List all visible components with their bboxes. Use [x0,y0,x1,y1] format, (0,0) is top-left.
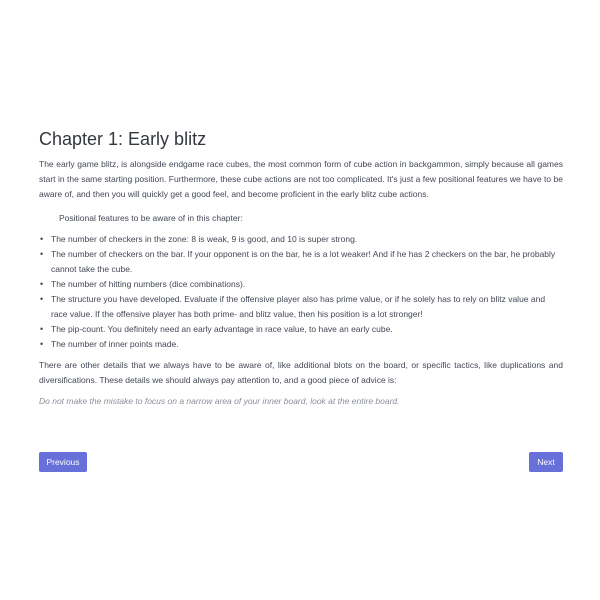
previous-button[interactable]: Previous [39,452,87,472]
list-item: • The number of hitting numbers (dice combinations). [51,277,563,292]
chapter-content [39,128,563,409]
details-paragraph: There are other details that we always have to be aware of, like additional blots on the board, or specific tactics, like duplications and diversifications. These details we should always pay attention to, and a good piece of advice is: [39,360,563,385]
list-item: • The number of checkers on the bar. If your opponent is on the bar, he is a lot weaker! And if he has 2 checkers on the bar, he probably cannot take the cube. [51,247,563,277]
list-item: • The number of inner points made. [51,337,563,352]
list-item: • The number of checkers in the zone: 8 is weak, 9 is good, and 10 is super strong. [51,232,563,247]
features-list [39,232,563,352]
list-item: • The structure you have developed. Evaluate if the offensive player also has prime value, or if he solely has to rely on blitz value and race value. If the offensive player has both prime- and blitz value, then his position is a lot stronger! [51,292,563,322]
list-item: • The pip-count. You definitely need an early advantage in race value, to have an early cube. [51,322,563,337]
page-title: Chapter 1: Early blitz [39,129,207,149]
advice-text: Do not make the mistake to focus on a narrow area of your inner board, look at the entire board. [39,396,400,406]
next-button[interactable]: Next [529,452,563,472]
intro-paragraph: The early game blitz, is alongside endgame race cubes, the most common form of cube action in backgammon, simply because all games start in the same starting position. Furthermore, these cube actions are not too complicated. It's just a few positional features we have to be aware of, and then you will quickly get a good feel, and become proficient in the early blitz cube actions. [39,159,563,199]
features-heading: Positional features to be aware of in this chapter: [59,213,243,223]
